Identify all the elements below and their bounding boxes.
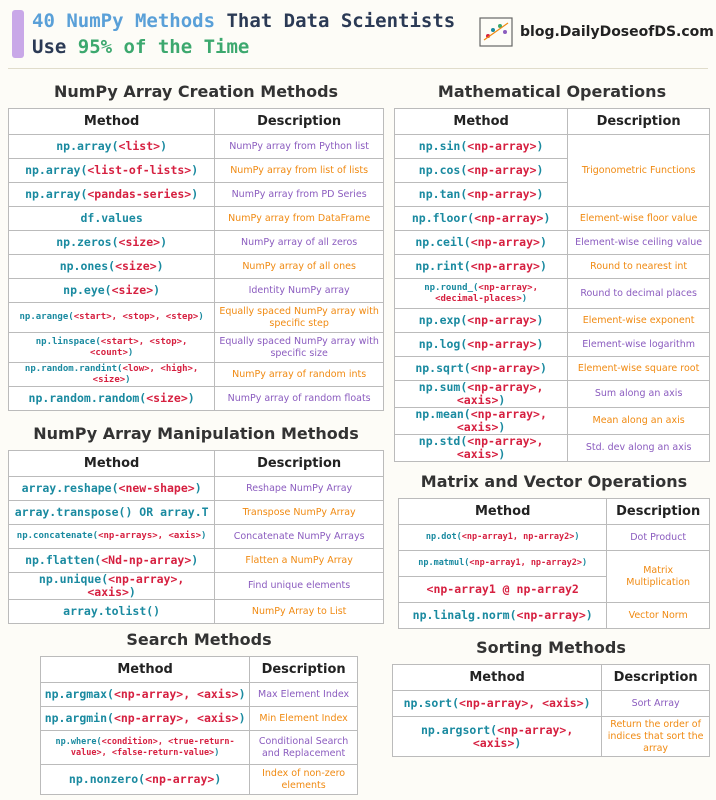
- method-name: np.sum(: [418, 380, 468, 394]
- method-close: ): [127, 347, 134, 358]
- method-close: ): [128, 585, 136, 599]
- table-row: [395, 255, 710, 279]
- method-name: np.log(: [418, 337, 468, 351]
- method-name: np.sqrt(: [415, 361, 471, 375]
- col-description: Description: [215, 451, 384, 477]
- col-method: Method: [399, 499, 607, 525]
- method-name: np.ceil(: [415, 235, 471, 249]
- method-name: np.floor(: [411, 211, 475, 225]
- table-row: [399, 525, 710, 551]
- method-close: ): [498, 393, 506, 407]
- method-args: <np-array>, <axis>: [113, 687, 239, 701]
- method-name: np.dot(: [425, 532, 462, 542]
- method-cell: [9, 231, 215, 255]
- table-row: [395, 357, 710, 381]
- method-cell: [41, 707, 250, 731]
- description-cell: Flatten a NumPy Array: [215, 549, 384, 573]
- method-name: np.matmul(: [418, 558, 470, 568]
- description-cell: NumPy array from Python list: [215, 135, 384, 159]
- description-cell: NumPy array from list of lists: [215, 159, 384, 183]
- method-args: <np-arrays>, <axis>: [98, 531, 202, 541]
- method-cell: [393, 691, 602, 717]
- table-row: [41, 707, 358, 731]
- method-name: np.concatenate(: [16, 531, 99, 541]
- title-accent-bar: [12, 10, 24, 58]
- method-args: <size>: [118, 235, 161, 249]
- description-cell: NumPy array of random ints: [215, 363, 384, 387]
- method-args: <np-array>: [470, 235, 540, 249]
- method-close: ): [214, 772, 222, 786]
- table-row: [9, 501, 384, 525]
- method-cell: [9, 549, 215, 573]
- method-cell: [9, 159, 215, 183]
- description-cell: NumPy array of random floats: [215, 387, 384, 411]
- method-close: ): [191, 187, 199, 201]
- col-method: Method: [395, 109, 568, 135]
- method-close: ): [539, 235, 547, 249]
- description-cell: Reshape NumPy Array: [215, 477, 384, 501]
- method-cell: [9, 477, 215, 501]
- description-cell: Min Element Index: [250, 707, 358, 731]
- col-method: Method: [41, 657, 250, 683]
- description-cell: Element-wise ceiling value: [568, 231, 710, 255]
- col-method: Method: [9, 451, 215, 477]
- method-cell: [41, 731, 250, 765]
- method-close: ): [125, 374, 131, 385]
- method-name: np.eye(: [63, 283, 112, 297]
- table-row: [9, 279, 384, 303]
- method-args: <start>, <stop>, <step>: [73, 312, 199, 322]
- method-name: np.arange(: [19, 312, 74, 322]
- method-cell: [395, 333, 568, 357]
- table-row: [395, 381, 710, 408]
- manipulation-table: [8, 450, 384, 624]
- description-cell: Trigonometric Functions: [568, 135, 710, 207]
- method-args: <np-array>: [467, 139, 537, 153]
- method-name: np.array(: [56, 139, 119, 153]
- table-row: [9, 207, 384, 231]
- method-name: np.cos(: [418, 163, 468, 177]
- method-cell: [9, 303, 215, 333]
- method-args: <np-array>: [470, 259, 540, 273]
- method-cell: [395, 279, 568, 309]
- col-method: Method: [393, 665, 602, 691]
- method-cell: [41, 765, 250, 795]
- description-cell: Sort Array: [602, 691, 710, 717]
- description-cell: Dot Product: [607, 525, 710, 551]
- method-cell: [399, 525, 607, 551]
- method-name: np.ones(: [59, 259, 116, 273]
- method-name: np.sin(: [418, 139, 468, 153]
- method-name: array.tolist(): [63, 604, 161, 618]
- method-cell: [395, 135, 568, 159]
- method-name: np.unique(: [38, 572, 109, 586]
- table-row: [41, 765, 358, 795]
- table-row: [395, 279, 710, 309]
- method-close: ): [585, 608, 593, 622]
- method-args: <np-array>: [516, 608, 586, 622]
- method-args: <np-array>: [467, 163, 537, 177]
- table-row: [9, 525, 384, 549]
- math-section: [394, 82, 710, 462]
- table-row: [9, 135, 384, 159]
- method-close: ): [582, 558, 588, 568]
- method-cell: [399, 603, 607, 629]
- description-cell: Return the order of indices that sort the array: [602, 717, 710, 757]
- method-close: ): [238, 687, 246, 701]
- scatter-chart-logo-icon: [478, 16, 514, 48]
- description-cell: Conditional Search and Replacement: [250, 731, 358, 765]
- table-row: [9, 363, 384, 387]
- method-cell: [399, 577, 607, 603]
- method-args: <size>: [146, 391, 188, 405]
- col-description: Description: [215, 109, 384, 135]
- section-title: Sorting Methods: [476, 638, 626, 657]
- method-cell: [9, 525, 215, 549]
- description-cell: Element-wise square root: [568, 357, 710, 381]
- description-cell: Transpose NumPy Array: [215, 501, 384, 525]
- method-close: ): [153, 283, 161, 297]
- col-description: Description: [607, 499, 710, 525]
- table-row: [9, 477, 384, 501]
- method-close: ): [187, 391, 195, 405]
- header-divider: [8, 68, 708, 69]
- method-name: np.argmax(: [44, 687, 114, 701]
- table-row: [9, 183, 384, 207]
- method-close: ): [536, 337, 544, 351]
- table-row: [9, 231, 384, 255]
- description-cell: NumPy array of all ones: [215, 255, 384, 279]
- description-cell: Element-wise floor value: [568, 207, 710, 231]
- description-cell: NumPy array from PD Series: [215, 183, 384, 207]
- method-close: ): [198, 312, 204, 322]
- method-args: <list-of-lists>: [87, 163, 192, 177]
- col-description: Description: [602, 665, 710, 691]
- table-row: [9, 549, 384, 573]
- method-close: ): [194, 481, 202, 495]
- table-row: [399, 603, 710, 629]
- table-row: [395, 135, 710, 159]
- description-cell: Equally spaced NumPy array with specific step: [215, 303, 384, 333]
- method-args: <np-array1 @ np-array2: [426, 582, 579, 596]
- description-cell: Round to decimal places: [568, 279, 710, 309]
- method-cell: [9, 501, 215, 525]
- method-name: np.rint(: [415, 259, 471, 273]
- description-cell: Element-wise exponent: [568, 309, 710, 333]
- description-cell: Std. dev along an axis: [568, 435, 710, 462]
- matrix-section: [398, 472, 710, 629]
- method-cell: [9, 600, 215, 624]
- method-args: <np-array>, <axis>: [456, 407, 547, 434]
- method-close: ): [583, 696, 591, 710]
- method-close: ): [514, 735, 522, 750]
- method-args: <np-array>, <axis>: [472, 722, 574, 750]
- method-args: <condition>, <true-return-value>, <false-return-value>: [70, 736, 235, 758]
- method-args: <np-array>: [145, 772, 215, 786]
- method-cell: [393, 717, 602, 757]
- method-close: ): [156, 259, 164, 273]
- creation-table: [8, 108, 384, 411]
- method-args: <np-array>, <axis>: [456, 434, 544, 461]
- method-cell: [395, 159, 568, 183]
- method-name: np.sort(: [403, 696, 460, 710]
- method-name: np.where(: [55, 736, 102, 747]
- table-row: [9, 159, 384, 183]
- method-cell: [9, 183, 215, 207]
- matrix-table: [398, 498, 710, 629]
- manipulation-section: [8, 424, 384, 624]
- method-name: np.array(: [25, 163, 88, 177]
- table-row: [9, 387, 384, 411]
- description-cell: Index of non-zero elements: [250, 765, 358, 795]
- table-row: [395, 207, 710, 231]
- table-row: [395, 309, 710, 333]
- description-cell: Mean along an axis: [568, 408, 710, 435]
- col-description: Description: [568, 109, 710, 135]
- method-args: <np-array>, <decimal-places>: [435, 282, 539, 304]
- method-close: ): [543, 211, 551, 225]
- method-name: np.tan(: [418, 187, 468, 201]
- method-args: <np-array>, <axis>: [459, 696, 584, 710]
- table-row: [395, 333, 710, 357]
- table-row: [9, 333, 384, 363]
- method-name: np.zeros(: [56, 235, 119, 249]
- method-args: <np-array1, np-array2>: [461, 532, 575, 542]
- method-name: np.std(: [418, 434, 468, 448]
- page-title: 40 NumPy Methods That Data Scientists Use 95% of the Time: [32, 10, 456, 58]
- method-cell: [9, 279, 215, 303]
- method-close: ): [539, 361, 547, 375]
- method-close: ): [191, 553, 199, 567]
- method-cell: [9, 573, 215, 600]
- description-cell: Concatenate NumPy Arrays: [215, 525, 384, 549]
- method-args: <np-array>, <axis>: [113, 711, 239, 725]
- brand: [478, 16, 714, 48]
- method-close: ): [238, 711, 246, 725]
- table-row: [393, 717, 710, 757]
- section-title: NumPy Array Manipulation Methods: [33, 424, 359, 443]
- description-cell: Round to nearest int: [568, 255, 710, 279]
- method-args: <np-array>: [467, 187, 537, 201]
- method-name: array.reshape(: [21, 481, 119, 495]
- section-title: Matrix and Vector Operations: [420, 472, 688, 491]
- method-args: <size>: [115, 259, 157, 273]
- method-args: <np-array>: [474, 211, 544, 225]
- method-cell: [395, 357, 568, 381]
- method-name: np.exp(: [418, 313, 468, 327]
- section-title: Search Methods: [126, 630, 272, 649]
- method-close: ): [536, 313, 544, 327]
- math-table: [394, 108, 710, 462]
- method-cell: [395, 309, 568, 333]
- method-cell: [41, 683, 250, 707]
- description-cell: Matrix Multiplication: [607, 551, 710, 603]
- method-close: ): [536, 163, 544, 177]
- table-row: [393, 691, 710, 717]
- method-name: np.linspace(: [35, 336, 101, 347]
- method-name: np.linalg.norm(: [412, 608, 517, 622]
- method-cell: [395, 207, 568, 231]
- method-close: ): [498, 420, 506, 434]
- table-row: [399, 551, 710, 577]
- method-name: np.round_(: [424, 282, 479, 293]
- method-cell: [9, 333, 215, 363]
- description-cell: Max Element Index: [250, 683, 358, 707]
- method-args: <Nd-np-array>: [101, 553, 192, 567]
- method-name: np.nonzero(: [68, 772, 146, 786]
- method-name: df.values: [80, 211, 143, 225]
- col-method: Method: [9, 109, 215, 135]
- method-args: <np-array>, <axis>: [456, 380, 544, 407]
- table-row: [41, 683, 358, 707]
- description-cell: Vector Norm: [607, 603, 710, 629]
- method-args: <np-array1, np-array2>: [469, 558, 582, 568]
- method-cell: [9, 363, 215, 387]
- table-row: [9, 303, 384, 333]
- method-close: ): [201, 531, 207, 541]
- method-name: np.random.randint(: [24, 363, 123, 374]
- description-cell: Identity NumPy array: [215, 279, 384, 303]
- method-cell: [395, 231, 568, 255]
- description-cell: Equally spaced NumPy array with specific size: [215, 333, 384, 363]
- method-args: <list>: [118, 139, 161, 153]
- method-args: <start>, <stop>, <count>: [89, 336, 188, 358]
- table-row: [395, 435, 710, 462]
- method-close: ): [160, 235, 168, 249]
- method-close: ): [521, 293, 528, 304]
- method-cell: [399, 551, 607, 577]
- method-close: ): [214, 747, 220, 758]
- method-cell: [395, 381, 568, 408]
- method-cell: [9, 255, 215, 279]
- method-cell: [395, 255, 568, 279]
- description-cell: Find unique elements: [215, 573, 384, 600]
- description-cell: NumPy array of all zeros: [215, 231, 384, 255]
- method-args: <pandas-series>: [87, 187, 192, 201]
- creation-section: [8, 82, 384, 411]
- sorting-table: [392, 664, 710, 757]
- method-close: ): [539, 259, 547, 273]
- method-args: <low>, <high>, <size>: [92, 363, 199, 385]
- method-args: <size>: [111, 283, 154, 297]
- method-close: ): [536, 139, 544, 153]
- description-cell: Sum along an axis: [568, 381, 710, 408]
- method-cell: [395, 408, 568, 435]
- method-args: <np-array>: [467, 313, 537, 327]
- method-close: ): [191, 163, 199, 177]
- method-close: ): [536, 187, 544, 201]
- search-table: [40, 656, 358, 795]
- method-args: <new-shape>: [118, 481, 195, 495]
- method-close: ): [498, 447, 506, 461]
- brand-url[interactable]: blog.DailyDoseofDS.com: [520, 24, 714, 40]
- table-row: [9, 255, 384, 279]
- method-name: np.array(: [25, 187, 88, 201]
- method-name: np.random.random(: [28, 391, 147, 405]
- method-name: np.argsort(: [420, 722, 498, 737]
- table-row: [395, 231, 710, 255]
- method-name: np.flatten(: [25, 553, 102, 567]
- method-cell: [9, 135, 215, 159]
- method-name: np.mean(: [415, 407, 471, 421]
- method-cell: [395, 435, 568, 462]
- col-description: Description: [250, 657, 358, 683]
- sorting-section: [392, 638, 710, 757]
- method-cell: [9, 387, 215, 411]
- search-section: [40, 630, 358, 795]
- description-cell: NumPy array from DataFrame: [215, 207, 384, 231]
- description-cell: NumPy Array to List: [215, 600, 384, 624]
- table-row: [9, 573, 384, 600]
- method-name: array.transpose() OR array.T: [14, 505, 209, 519]
- method-close: ): [574, 532, 580, 542]
- description-cell: Element-wise logarithm: [568, 333, 710, 357]
- method-args: <np-array>, <axis>: [87, 572, 185, 599]
- method-close: ): [160, 139, 168, 153]
- method-args: <np-array>: [467, 337, 537, 351]
- method-cell: [9, 207, 215, 231]
- section-title: Mathematical Operations: [437, 82, 667, 101]
- section-title: NumPy Array Creation Methods: [53, 82, 339, 101]
- table-row: [41, 731, 358, 765]
- method-args: <np-array>: [470, 361, 540, 375]
- table-row: [9, 600, 384, 624]
- method-cell: [395, 183, 568, 207]
- table-row: [395, 408, 710, 435]
- method-name: np.argmin(: [44, 711, 114, 725]
